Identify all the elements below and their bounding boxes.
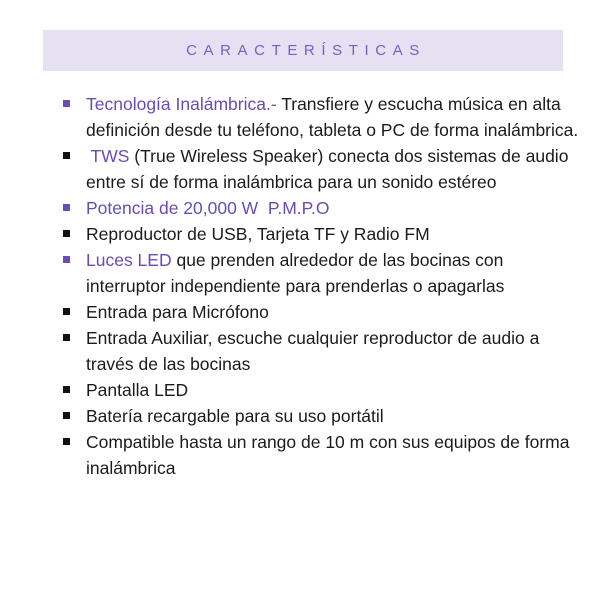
feature-item-microphone [62,299,582,325]
page-title: CARACTERÍSTICAS [186,42,426,59]
feature-highlight: Potencia de 20,000 W P.M.P.O [86,198,330,218]
square-bullet-icon [63,308,70,315]
square-bullet-icon [63,334,70,341]
feature-highlight: Luces LED [86,250,172,270]
feature-item-led-lights [62,247,582,299]
square-bullet-icon [63,230,70,237]
feature-text: Reproductor de USB, Tarjeta TF y Radio FM [86,224,430,244]
feature-text: Pantalla LED [86,380,189,400]
feature-item-aux [62,325,582,377]
feature-item-led-screen [62,377,582,403]
feature-text: Batería recargable para su uso portátil [86,406,384,426]
feature-item-power [62,195,582,221]
feature-highlight: Tecnología Inalámbrica.- [86,94,277,114]
header-band [43,30,563,71]
square-bullet-icon [63,152,70,159]
square-bullet-icon [63,204,70,211]
square-bullet-icon [63,386,70,393]
feature-item-battery [62,403,582,429]
feature-list [62,91,582,481]
feature-text: Transfiere y escucha música en alta definición desde tu teléfono, tableta o PC de forma inalámbrica. [86,94,579,140]
feature-item-range [62,429,582,481]
square-bullet-icon [63,412,70,419]
feature-item-usb [62,221,582,247]
feature-item-wireless [62,91,582,143]
feature-text: Entrada para Micrófono [86,302,269,322]
feature-text: Entrada Auxiliar, escuche cualquier reproductor de audio a través de las bocinas [86,328,540,374]
feature-text: que prenden alrededor de las bocinas con interruptor independiente para prenderlas o apagarlas [86,250,505,296]
square-bullet-icon [63,100,70,107]
feature-text: (True Wireless Speaker) conecta dos sistemas de audio entre sí de forma inalámbrica para un sonido estéreo [86,146,569,192]
feature-highlight: TWS [86,146,130,166]
square-bullet-icon [63,256,70,263]
feature-item-tws [62,143,582,195]
square-bullet-icon [63,438,70,445]
feature-text: Compatible hasta un rango de 10 m con sus equipos de forma inalámbrica [86,432,570,478]
